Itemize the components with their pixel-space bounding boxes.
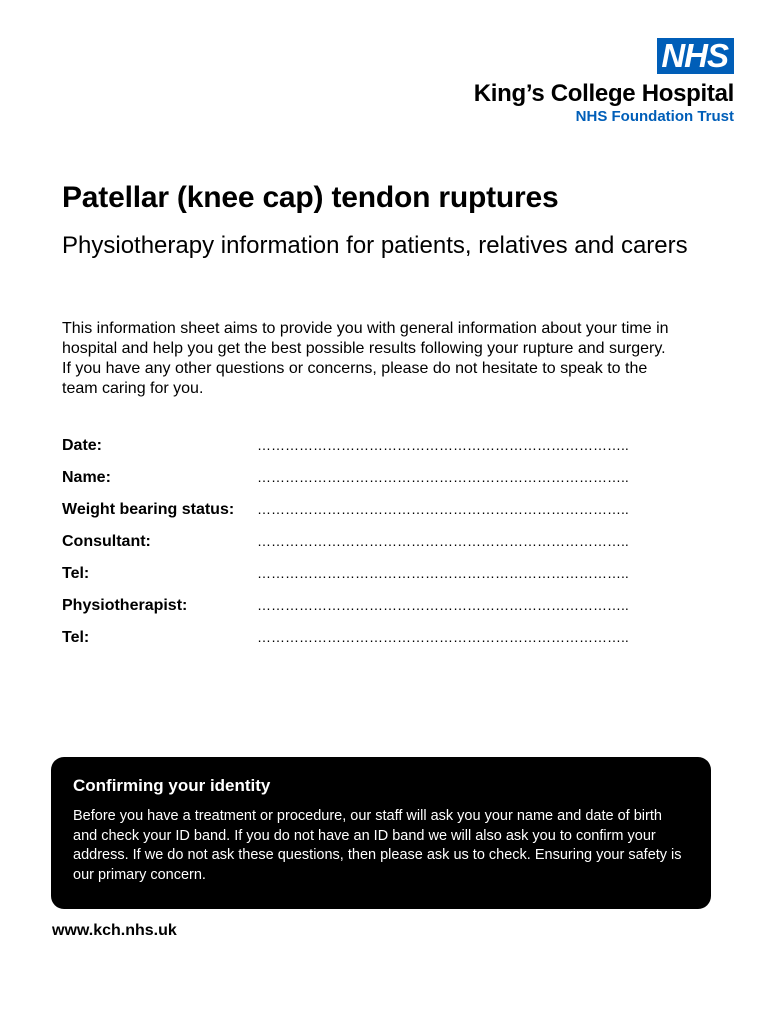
trust-name: NHS Foundation Trust: [575, 108, 734, 125]
field-consultant: [62, 530, 712, 562]
field-label: Consultant:: [62, 533, 151, 550]
field-entry-line[interactable]: ……………………………………………………………………..: [257, 501, 629, 517]
hospital-name: King’s College Hospital: [473, 80, 734, 107]
field-entry-line[interactable]: ……………………………………………………………………..: [257, 533, 629, 549]
field-consultant-tel: [62, 562, 712, 594]
identity-notice-box: [51, 757, 711, 909]
field-weight-bearing-status: [62, 498, 712, 530]
field-physiotherapist-tel: [62, 626, 712, 658]
field-label: Name:: [62, 469, 111, 486]
intro-paragraph: This information sheet aims to provide you with general information about your time in hospital and help you get the best possible results following your rupture and surgery. If you have any other questions or concerns, please do not hesitate to speak to the team caring for you.: [62, 320, 669, 397]
field-entry-line[interactable]: ……………………………………………………………………..: [257, 469, 629, 485]
patient-details-form: [62, 434, 712, 658]
field-label: Tel:: [62, 629, 90, 646]
field-label: Tel:: [62, 565, 90, 582]
nhs-logo: NHS: [657, 38, 734, 74]
identity-notice-text: Before you have a treatment or procedure, our staff will ask you your name and date of birth and check your ID band. If you do not have an ID band we will also ask you to confirm your address. If we do not ask these questions, then please ask us to check. Ensuring your safety is our primary concern.: [73, 808, 682, 883]
website-link[interactable]: www.kch.nhs.uk: [52, 922, 177, 939]
field-physiotherapist: [62, 594, 712, 626]
field-date: [62, 434, 712, 466]
field-entry-line[interactable]: ……………………………………………………………………..: [257, 597, 629, 613]
field-label: Weight bearing status:: [62, 501, 235, 518]
identity-notice-title: Confirming your identity: [73, 776, 271, 795]
field-entry-line[interactable]: ……………………………………………………………………..: [257, 565, 629, 581]
page-title: Patellar (knee cap) tendon ruptures: [62, 181, 559, 214]
field-label: Date:: [62, 437, 103, 454]
field-name: [62, 466, 712, 498]
field-entry-line[interactable]: ……………………………………………………………………..: [257, 437, 629, 453]
field-label: Physiotherapist:: [62, 597, 188, 614]
page-subtitle: Physiotherapy information for patients, relatives and carers: [62, 232, 688, 259]
hospital-logo: [434, 38, 734, 126]
field-entry-line[interactable]: ……………………………………………………………………..: [257, 629, 629, 645]
